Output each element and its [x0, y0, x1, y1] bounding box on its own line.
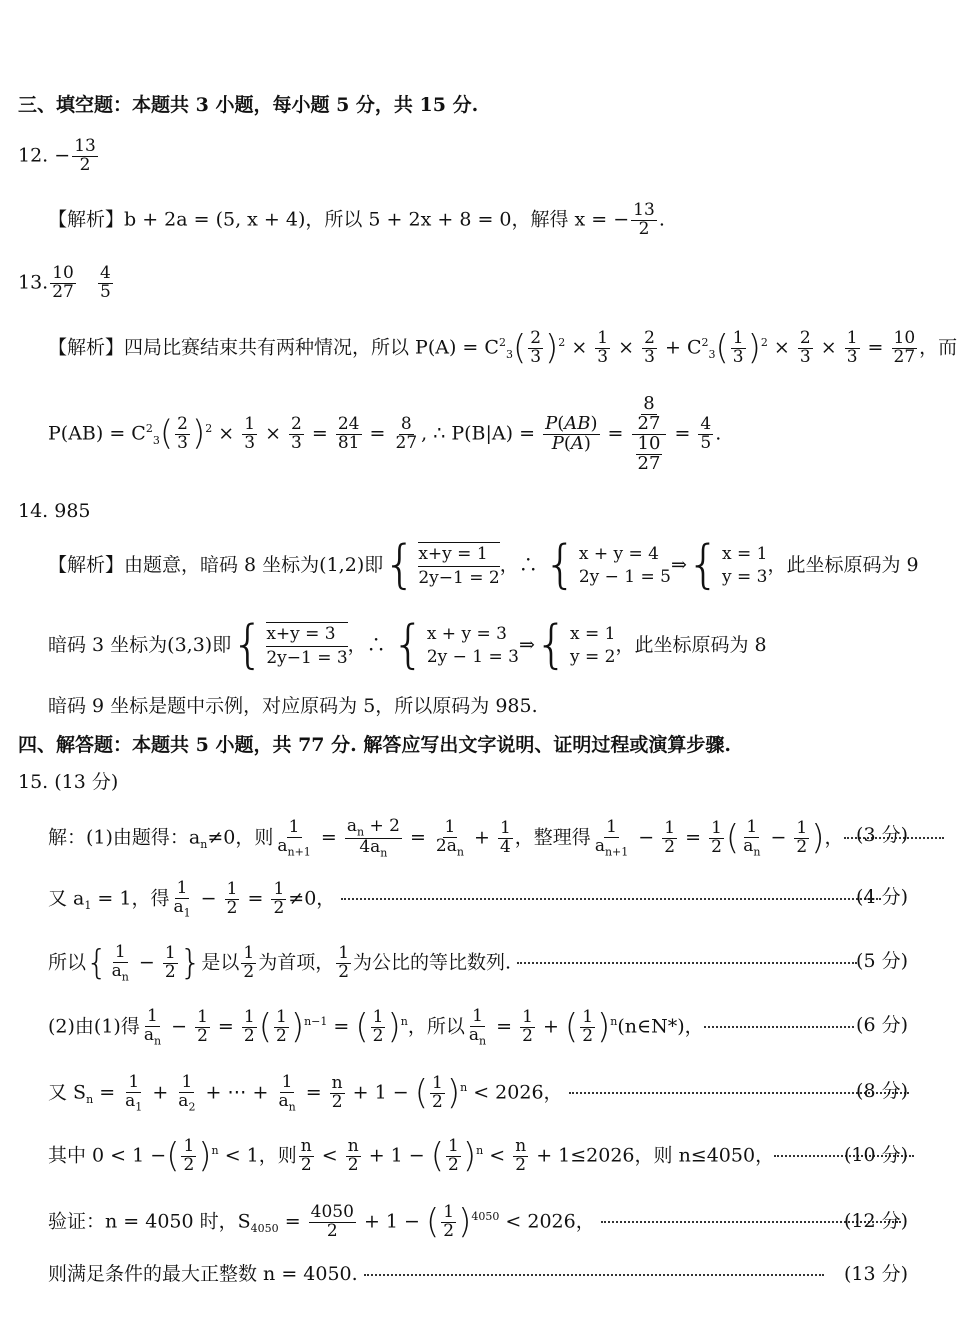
q14-analysis-label: 【解析】: [48, 553, 125, 576]
section-3-title: 三、填空题：本题共 3 小题，每小题 5 分，共 15 分.: [18, 94, 479, 116]
q13-analysis-line-1: 【解析】四局比赛结束共有两种情况，所以 $P(A) = C^2_3$( $\frac{2}{3}$ )$^2$ × $\frac{1}{3}$ × $\frac{2}{3}$ + $C^2_3$( $\frac{1}{3}$ )$^2$ × $\frac{2}{3}$ × $\frac{1}{3}$ = $\frac{10}{27}$ ，而: [48, 327, 957, 368]
q13-answer-2: $\frac{4}{5}$: [99, 263, 111, 302]
q12-analysis-label: 【解析】: [48, 208, 125, 231]
q12-answer-fraction: $\frac{13}{2}$: [74, 136, 96, 175]
section-4-title: 四、解答题：本题共 5 小题，共 77 分. 解答应写出文字说明、证明过程或演算步骤.: [18, 734, 731, 756]
q15-score-3: (5 分): [856, 950, 908, 972]
q12-answer: [18, 138, 100, 175]
q14-answer: 14. 985: [18, 500, 91, 522]
q15-step-3: 所以{ $\frac{1}{a_n}$ − $\frac{1}{2}$ }是以 $\frac{1}{2}$ 为首项， $\frac{1}{2}$ 为公比的等比数列. (5 分): [48, 942, 908, 984]
q15-score-5: (8 分): [856, 1080, 908, 1102]
q15-score-2: (4 分): [856, 886, 908, 908]
q12-analysis-fraction: $\frac{13}{2}$: [633, 200, 655, 239]
q12-answer-sign: −: [54, 144, 71, 167]
q12-number: 12.: [18, 144, 49, 167]
q15-number: 15. (13 分): [18, 771, 119, 793]
q15-score-4: (6 分): [856, 1014, 908, 1036]
q15-step-2: 又 $a_1 = 1$，得 $\frac{1}{a_1}$ − $\frac{1}{2}$ = $\frac{1}{2}$ ≠0， (4 分): [48, 878, 908, 920]
q12-analysis-text: b + 2a = (5, x + 4)，所以 5 + 2x + 8 = 0，解得 x = −: [124, 208, 630, 231]
q15-step-4: (2)由(1)得 $\frac{1}{a_n}$ − $\frac{1}{2}$ = $\frac{1}{2}$ ( $\frac{1}{2}$ )$^{n-1}$ = ( $\frac{1}{2}$ )$^n$，所以 $\frac{1}{a_n}$ = $\frac{1}{2}$ + ( $\frac{1}{2}$ )$^n$(n∈N*)， (6 分): [48, 1006, 908, 1048]
q15-step-5: 又 $S_n$ = $\frac{1}{a_1}$ + $\frac{1}{a_2}$ + ⋯ + $\frac{1}{a_n}$ = $\frac{n}{2}$ + 1 − ( $\frac{1}{2}$ )$^n$ < 2026， (8 分): [48, 1072, 908, 1114]
q15-score-1: (3 分): [856, 824, 908, 846]
q12-analysis: 【解析】b + 2a = (5, x + 4)，所以 5 + 2x + 8 = 0，解得 x = − $\frac{13}{2}$ .: [48, 200, 665, 239]
q14-analysis-line-1: 【解析】由题意，暗码 8 坐标为(1,2)即 { x+y = 1 2y−1 = 2 ，∴ { x + y = 4 2y − 1 = 5 ⇒ { x = 1 y = 3 ，此坐标原码为 9: [48, 535, 919, 596]
q13-analysis-line-2: $P(AB) = C^2_3$( $\frac{2}{3}$ )$^2$ × $\frac{1}{3}$ × $\frac{2}{3}$ = $\frac{24}{81}$ = $\frac{8}{27}$ , ∴ P(B|A) = $\frac{P(AB)}{P(A)}$ = $\frac{\frac{8}{27}}{\frac{10}{27}}$ = $\frac{4}{5}$ .: [48, 393, 722, 474]
q13-analysis-label: 【解析】: [48, 336, 125, 359]
q15-step-6: 其中 0 < 1 −( $\frac{1}{2}$ )$^n$ < 1，则 $\frac{n}{2}$ < $\frac{n}{2}$ + 1 − ( $\frac{1}{2}$ )$^n$ < $\frac{n}{2}$ + 1≤2026，则 n≤4050， (10 分): [48, 1138, 930, 1182]
q13-answer: [18, 265, 115, 302]
q15-score-8: (13 分): [843, 1263, 908, 1285]
q13-number: 13.: [18, 271, 49, 294]
q15-step-7: 验证：n = 4050 时，$S_{4050}$ = $\frac{4050}{2}$ + 1 − ( $\frac{1}{2}$ )$^{4050}$ < 2026， (12 分): [48, 1201, 908, 1242]
q15-score-7: (12 分): [843, 1210, 908, 1232]
q14-analysis-line-2: 暗码 3 坐标为(3,3)即 { x+y = 3 2y−1 = 3 ，∴ { x + y = 3 2y − 1 = 3 ⇒ { x = 1 y = 2 ，此坐标原码为 8: [48, 615, 767, 676]
q15-step-1: 解：(1)由题得：$a_n\ne 0$，则 $\frac{1}{a_{n+1}}$ = $\frac{a_n + 2}{4a_n}$ = $\frac{1}{2a_n}$ + $\frac{1}{4}$ ，整理得 $\frac{1}{a_{n+1}}$ − $\frac{1}{2}$ = $\frac{1}{2}$ ( $\frac{1}{a_n}$ − $\frac{1}{2}$ )， (3 分): [48, 818, 930, 862]
q13-answer-1: $\frac{10}{27}$: [52, 263, 74, 302]
q14-analysis-line-3: 暗码 9 坐标是题中示例，对应原码为 5，所以原码为 985.: [48, 695, 538, 717]
q15-score-6: (10 分): [843, 1144, 908, 1166]
q15-step-8: 则满足条件的最大正整数 n = 4050. (13 分): [48, 1263, 908, 1285]
